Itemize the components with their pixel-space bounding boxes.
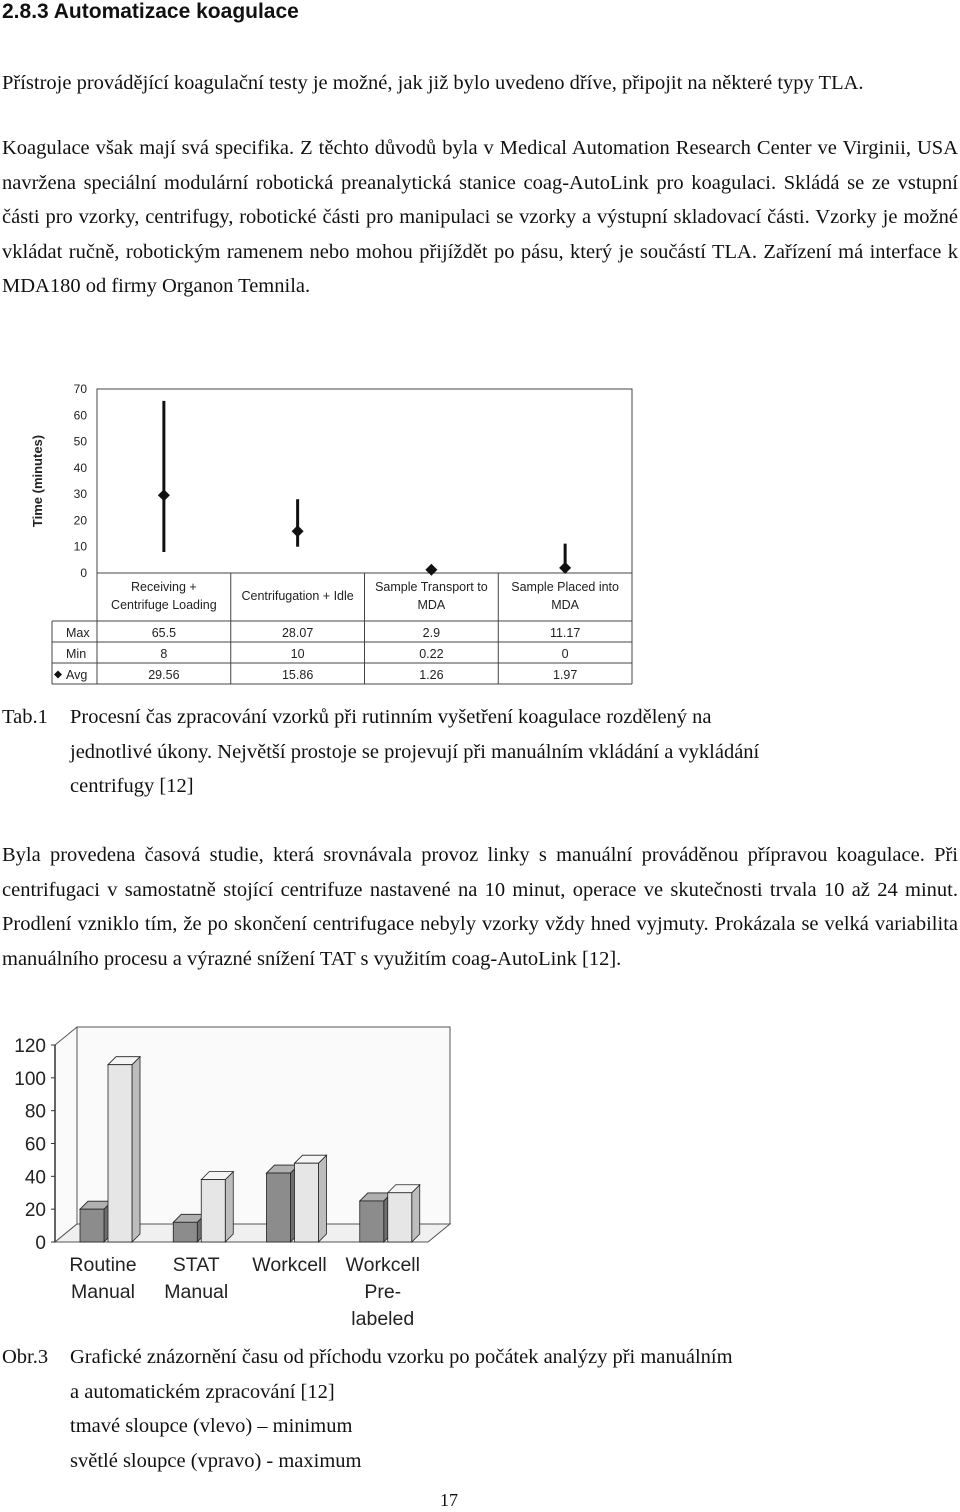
y-tick-label: 20 <box>24 1200 46 1222</box>
bar-side <box>225 1172 233 1242</box>
bar <box>201 1180 225 1242</box>
table-cell: 15.86 <box>281 668 314 682</box>
category-label: Workcell <box>345 1254 420 1276</box>
paragraph-coag-autolink: Koagulace však mají svá specifika. Z těchto důvodů byla v Medical Automation Research Center ve Virginii, USA navržena speciální modulární robotická preanalytická stanice coag-AutoLink pro koagulaci. Skládá se ze vstupní části pro vzorky, centrifugy, robotické části pro manipulaci se vzorky a výstupní skladovací části. Vzorky je možné vkládat ručně, robotickým ramenem nebo mohou přijíždět po pásu, který je součástí TLA. Zařízení má interface k MDA180 od firmy Organon Temnila. <box>2 137 958 297</box>
table-cell: 65.5 <box>151 626 177 640</box>
caption-line-2: jednotlivé úkony. Největší prostoje se projevují při manuálním vkládání a vykládání <box>70 740 760 763</box>
caption-line-1: Grafické znázornění času od příchodu vzorku po počátek analýzy při manuálním <box>70 1346 733 1368</box>
table-cell: 1.26 <box>419 668 444 682</box>
caption-line-3: tmavé sloupce (vlevo) – minimum <box>70 1415 353 1437</box>
category-label: MDA <box>417 598 446 612</box>
bar-side <box>412 1185 420 1242</box>
table-caption <box>2 700 942 804</box>
caption-line-2: a automatickém zpracování [12] <box>70 1380 335 1403</box>
table-cell: 11.17 <box>549 626 581 640</box>
y-tick-label: 100 <box>14 1068 46 1090</box>
y-tick-label: 0 <box>80 566 87 580</box>
section-heading: 2.8.3 Automatizace koagulace <box>2 0 299 23</box>
y-tick-label: 10 <box>73 539 87 554</box>
table-avg-marker <box>54 671 62 679</box>
y-tick-label: 80 <box>24 1101 46 1123</box>
table-cell: 8 <box>160 647 168 661</box>
category-label: Centrifuge Loading <box>111 598 217 612</box>
y-tick-label: 40 <box>73 460 87 475</box>
category-label: Receiving + <box>131 580 197 594</box>
bar <box>267 1173 291 1242</box>
y-tick-label: 0 <box>35 1233 46 1254</box>
category-label: Manual <box>71 1281 135 1303</box>
category-label: STAT <box>172 1254 220 1276</box>
bar <box>80 1209 104 1242</box>
table-cell: 1.97 <box>552 668 578 682</box>
avg-marker <box>158 489 170 501</box>
bar <box>108 1065 132 1242</box>
page-number: 17 <box>440 1490 458 1510</box>
table-row-label: Max <box>66 626 90 640</box>
avg-marker <box>292 525 304 537</box>
y-tick-label: 50 <box>73 434 87 449</box>
category-label: Routine <box>69 1254 137 1276</box>
caption-label: Obr.3 <box>2 1346 49 1368</box>
category-label: labeled <box>351 1308 415 1330</box>
caption-line-3: centrifugy [12] <box>70 775 194 797</box>
category-label: Workcell <box>252 1254 327 1276</box>
table-row-label: Avg <box>66 668 88 682</box>
bar-side <box>319 1155 327 1242</box>
table-cell: 0 <box>561 647 569 661</box>
caption-line-4: světlé sloupce (vpravo) - maximum <box>70 1449 362 1472</box>
bar <box>360 1201 384 1242</box>
bar <box>173 1222 197 1242</box>
avg-marker <box>559 562 571 574</box>
caption-label: Tab.1 <box>2 706 48 728</box>
y-tick-label: 120 <box>14 1036 46 1057</box>
table-cell: 29.56 <box>148 668 180 682</box>
paragraph-time-study: Byla provedena časová studie, která srovnávala provoz linky s manuální prováděnou přípravou koagulace. Při centrifugaci v samostatně stojící centrifuze nastavené na 10 minut, operace ve skutečnosti trvala 10 až 24 minut. Prodlení vzniklo tím, že po skončení centrifugace nebyly vzorky vždy hned vyjmuty. Prokázala se velká variabilita manuálního procesu a výrazné snížení TAT s využitím coag-AutoLink [12]. <box>2 844 958 970</box>
y-axis-label: Time (minutes) <box>30 434 45 528</box>
category-label: Sample Transport to <box>375 580 488 594</box>
table-cell: 2.9 <box>422 626 441 640</box>
paragraph-intro: Přístroje provádějící koagulační testy je možné, jak již bylo uvedeno dříve, připojit na některé typy TLA. <box>2 72 864 94</box>
category-label: Manual <box>164 1281 229 1303</box>
y-tick-label: 40 <box>24 1167 46 1189</box>
y-tick-label: 60 <box>73 408 87 423</box>
plot-frame <box>97 389 632 573</box>
table-row-label: Min <box>66 647 87 661</box>
bar <box>295 1163 319 1242</box>
table-cell: 28.07 <box>281 626 314 640</box>
category-label: Sample Placed into <box>511 580 619 594</box>
y-tick-label: 20 <box>73 513 87 528</box>
category-label: MDA <box>551 598 580 612</box>
y-tick-label: 60 <box>24 1134 46 1156</box>
tat-bar-chart <box>0 1022 460 1332</box>
bar <box>388 1193 412 1242</box>
category-label: Pre- <box>364 1281 402 1303</box>
caption-line-1: Procesní čas zpracování vzorků při rutinním vyšetření koagulace rozdělený na <box>70 706 712 728</box>
category-label: Centrifugation + Idle <box>241 589 354 603</box>
y-tick-label: 70 <box>73 382 87 396</box>
process-time-chart <box>0 372 640 692</box>
y-tick-label: 30 <box>73 487 87 502</box>
figure-caption <box>2 1340 942 1478</box>
table-cell: 10 <box>290 647 305 661</box>
table-cell: 0.22 <box>419 647 444 661</box>
bar-side <box>132 1057 140 1242</box>
avg-marker <box>425 564 437 576</box>
